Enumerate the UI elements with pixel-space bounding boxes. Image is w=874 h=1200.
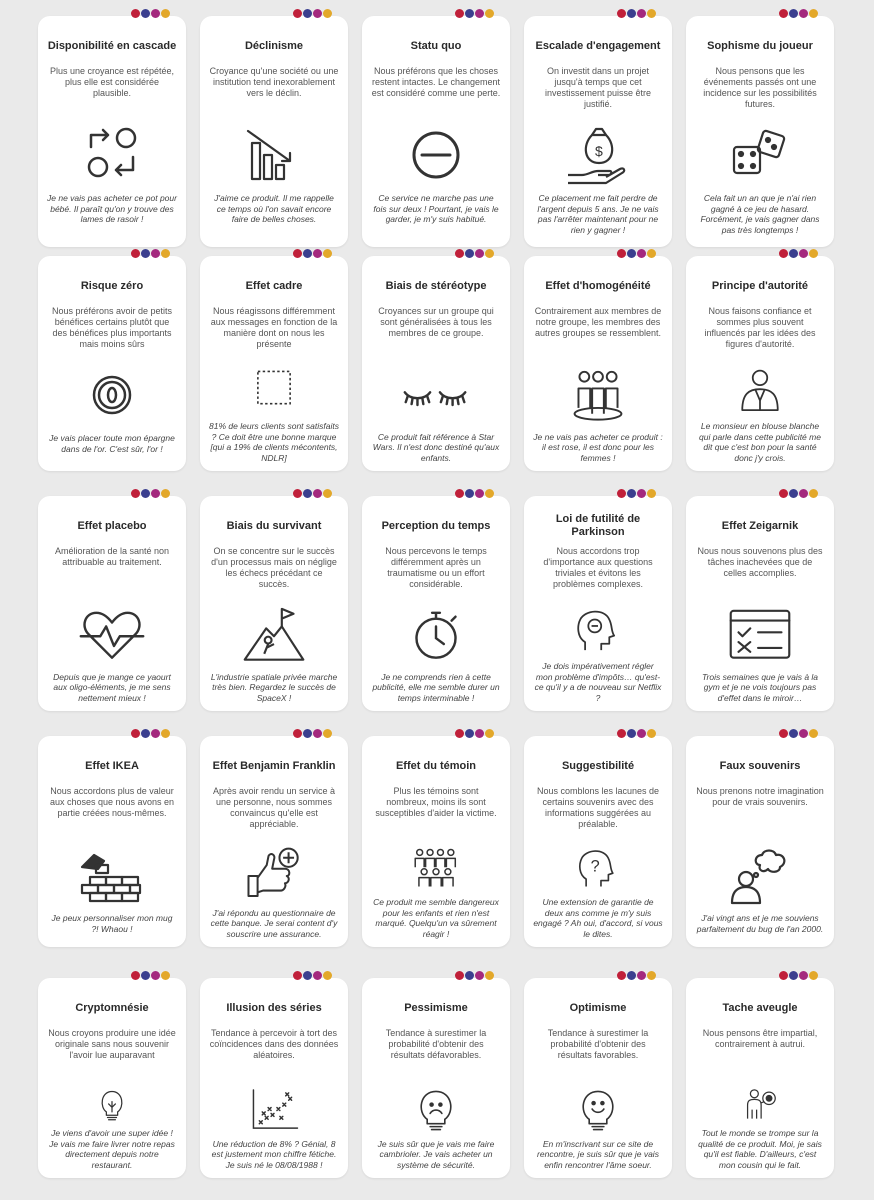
card-example: L'industrie spatiale privée marche très bien. Regardez le succès de SpaceX ! (210, 671, 338, 703)
card-description: Tendance à surestimer la probabilité d'obtenir des résultats défavorables. (385, 1028, 487, 1060)
blue-dot (303, 249, 312, 258)
mountain-flag-icon (238, 605, 310, 666)
red-dot (131, 971, 140, 980)
yellow-dot (485, 249, 494, 258)
color-dots (779, 9, 818, 18)
no-entry-icon (400, 125, 472, 187)
purple-dot (151, 249, 160, 258)
bias-card (362, 16, 510, 247)
card-title: Principe d'autorité (711, 279, 809, 292)
yellow-dot (323, 249, 332, 258)
red-dot (617, 489, 626, 498)
yellow-dot (323, 971, 332, 980)
blue-dot (303, 489, 312, 498)
heartbeat-icon (76, 605, 148, 666)
color-dots (455, 9, 494, 18)
red-dot (131, 729, 140, 738)
card-example: Ce service ne marche pas une fois sur deux ! Pourtant, je vais le garder, je m'y suis habitué. (373, 193, 499, 224)
red-dot (455, 9, 464, 18)
red-dot (293, 971, 302, 980)
cycle-arrows-icon (76, 125, 148, 187)
bias-card (362, 256, 510, 471)
bias-card (38, 736, 186, 947)
bias-card (200, 496, 348, 711)
card-title: Suggestibilité (561, 759, 635, 772)
bias-card (200, 16, 348, 247)
blue-dot (141, 9, 150, 18)
color-dots (131, 249, 170, 258)
closed-eyes-icon (400, 365, 472, 426)
declining-chart-icon (238, 125, 310, 187)
card-description: Nous percevons le temps différemment après un traumatisme ou un effort considérable. (385, 546, 487, 589)
bias-card (686, 496, 834, 711)
blue-dot (141, 249, 150, 258)
card-title: Effet Zeigarnik (721, 519, 799, 532)
stopwatch-icon (400, 605, 472, 666)
card-title: Effet d'homogénéité (545, 279, 651, 292)
color-dots (455, 729, 494, 738)
card-example: Ce placement me fait perdre de l'argent depuis 5 ans. Je ne vais pas l'arrêter maintenant pour ne rien y gagner ! (537, 193, 659, 235)
card-description: Amélioration de la santé non attribuable au traitement. (54, 546, 170, 567)
bias-card (362, 978, 510, 1178)
blue-dot (627, 729, 636, 738)
blue-dot (627, 9, 636, 18)
card-description: Nous accordons trop d'importance aux questions triviales et évitons les problèmes complexes. (543, 546, 653, 589)
purple-dot (475, 249, 484, 258)
red-dot (779, 729, 788, 738)
card-description: Croyance qu'une société ou une institution tend inexorablement vers le déclin. (209, 66, 339, 98)
card-description: Contrairement aux membres de notre groupe, les membres des autres groupes se ressemblent. (534, 306, 662, 338)
yellow-dot (809, 249, 818, 258)
money-bag-hand-icon (562, 125, 634, 187)
blue-dot (627, 249, 636, 258)
card-example: Je vais placer toute mon épargne dans de l'or. C'est sûr, l'or ! (49, 433, 175, 454)
color-dots (455, 489, 494, 498)
card-description: Nous faisons confiance et sommes plus souvent influencés par les idées des figures d'autorité. (704, 306, 816, 349)
color-dots (455, 249, 494, 258)
blue-dot (627, 971, 636, 980)
color-dots (779, 971, 818, 980)
blue-dot (465, 489, 474, 498)
bias-card (38, 496, 186, 711)
card-title: Disponibilité en cascade (47, 39, 177, 52)
card-example: J'ai vingt ans et je me souviens parfaitement du bug de l'an 2000. (696, 913, 824, 934)
thumbs-up-plus-icon (238, 845, 310, 902)
purple-dot (637, 489, 646, 498)
card-example: Tout le monde se trompe sur la qualité de ce produit. Moi, je sais qu'il est fiable. D'ailleurs, c'est mon cousin qui le fait. (698, 1128, 822, 1170)
card-description: Nous croyons produire une idée originale sans nous souvenir l'avoir lue auparavant (48, 1028, 176, 1060)
card-example: Trois semaines que je vais à la gym et je ne vois toujours pas d'effet dans le miroir… (701, 671, 819, 703)
blue-dot (465, 249, 474, 258)
color-dots (779, 249, 818, 258)
red-dot (455, 489, 464, 498)
card-title: Biais du survivant (226, 519, 322, 532)
red-dot (293, 489, 302, 498)
blue-dot (789, 9, 798, 18)
card-title: Statu quo (410, 39, 462, 52)
color-dots (779, 729, 818, 738)
card-example: Je ne vais pas acheter ce produit : il est rose, il est donc pour les femmes ! (533, 431, 663, 463)
bias-card (362, 496, 510, 711)
purple-dot (637, 249, 646, 258)
color-dots (293, 971, 332, 980)
card-title: Cryptomnésie (75, 1001, 149, 1014)
red-dot (617, 971, 626, 980)
card-title: Déclinisme (244, 39, 304, 52)
bias-card (686, 978, 834, 1178)
card-example: Je peux personnaliser mon mug ?! Whaou ! (51, 913, 173, 934)
card-example: Je suis sûr que je vais me faire cambrioler. Je vais acheter un système de sécurité. (377, 1138, 495, 1170)
card-description: Nous nous souvenons plus des tâches inachevées que de celles accomplies. (697, 546, 823, 578)
color-dots (131, 729, 170, 738)
purple-dot (799, 729, 808, 738)
bias-card (686, 16, 834, 247)
yellow-dot (647, 971, 656, 980)
red-dot (779, 489, 788, 498)
yellow-dot (809, 489, 818, 498)
card-title: Effet placebo (77, 519, 147, 532)
bias-card (686, 736, 834, 947)
lightbulb-icon (76, 1087, 148, 1122)
scatter-plot-icon (238, 1087, 310, 1133)
card-example: Je viens d'avoir une super idée ! Je vais me faire livrer notre repas directement depuis notre restaurant. (49, 1128, 175, 1170)
card-title: Sophisme du joueur (707, 39, 813, 52)
card-description: Croyances sur un groupe qui sont généralisées à tous les membres de ce groupe. (378, 306, 494, 338)
bias-card (524, 496, 672, 711)
head-question-icon (562, 845, 634, 891)
yellow-dot (485, 971, 494, 980)
card-example: Ce produit me semble dangereux pour les enfants et rien n'est marqué. Quelqu'un va sûrement réagir ! (373, 897, 499, 939)
purple-dot (151, 489, 160, 498)
card-title: Effet IKEA (85, 759, 139, 772)
purple-dot (313, 489, 322, 498)
card-example: Ce produit fait référence à Star Wars. Il n'est donc destiné qu'aux enfants. (372, 431, 500, 463)
yellow-dot (161, 249, 170, 258)
card-description: Plus les témoins sont nombreux, moins ils sont susceptibles d'aider la victime. (375, 786, 497, 818)
bias-card (200, 736, 348, 947)
purple-dot (475, 729, 484, 738)
blue-dot (303, 971, 312, 980)
card-description: Nous préférons que les choses restent intactes. Le changement est considéré comme une perte. (371, 66, 501, 98)
bias-card (200, 978, 348, 1178)
purple-dot (313, 249, 322, 258)
purple-dot (475, 9, 484, 18)
card-title: Risque zéro (80, 279, 144, 292)
red-dot (131, 249, 140, 258)
card-description: Nous prenons notre imagination pour de vrais souvenirs. (696, 786, 824, 807)
red-dot (455, 249, 464, 258)
bias-card (200, 256, 348, 471)
card-example: Une réduction de 8% ? Génial, 8 est justement mon chiffre fétiche. Je suis né le 08/08/1988 ! (211, 1138, 337, 1170)
red-dot (455, 729, 464, 738)
card-example: Je ne comprends rien à cette publicité, elle me semble durer un temps interminable ! (372, 671, 500, 703)
card-title: Effet Benjamin Franklin (212, 759, 336, 772)
yellow-dot (161, 729, 170, 738)
bias-card (686, 256, 834, 471)
card-example: Je dois impérativement régler mon problème d'impôts… qu'est-ce qu'il y a de nouveau sur Netflix ? (534, 661, 662, 703)
card-description: On investit dans un projet jusqu'à temps que cet investissement puisse être justifié. (544, 66, 652, 109)
color-dots (617, 729, 656, 738)
card-title: Perception du temps (381, 519, 491, 532)
yellow-dot (809, 9, 818, 18)
color-dots (131, 9, 170, 18)
bias-card (524, 978, 672, 1178)
card-description: On se concentre sur le succès d'un processus mais on néglige les échecs précédant ce succès. (211, 546, 337, 589)
yellow-dot (809, 729, 818, 738)
red-dot (779, 9, 788, 18)
card-example: Je ne vais pas acheter ce pot pour bébé. Il paraît qu'on y trouve des lames de rasoir ! (47, 193, 177, 224)
purple-dot (313, 9, 322, 18)
bias-card (38, 978, 186, 1178)
blue-dot (303, 9, 312, 18)
yellow-dot (485, 729, 494, 738)
yellow-dot (647, 729, 656, 738)
color-dots (617, 489, 656, 498)
person-blindspot-icon (724, 1087, 796, 1122)
card-title: Tache aveugle (722, 1001, 798, 1014)
blue-dot (141, 489, 150, 498)
purple-dot (799, 971, 808, 980)
purple-dot (637, 9, 646, 18)
color-dots (293, 729, 332, 738)
red-dot (779, 249, 788, 258)
color-dots (779, 489, 818, 498)
red-dot (293, 9, 302, 18)
blue-dot (627, 489, 636, 498)
yellow-dot (485, 489, 494, 498)
blue-dot (465, 9, 474, 18)
red-dot (617, 249, 626, 258)
card-title: Biais de stéréotype (385, 279, 487, 292)
red-dot (293, 249, 302, 258)
yellow-dot (809, 971, 818, 980)
sad-bulb-icon (400, 1087, 472, 1133)
bias-card (362, 736, 510, 947)
purple-dot (151, 971, 160, 980)
color-dots (455, 971, 494, 980)
card-example: J'ai répondu au questionnaire de cette banque. Je serai content d'y souscrire une assurance. (210, 907, 338, 939)
checklist-icon (724, 605, 796, 666)
color-dots (617, 9, 656, 18)
purple-dot (313, 729, 322, 738)
color-dots (617, 971, 656, 980)
color-dots (293, 9, 332, 18)
brick-wall-icon (76, 845, 148, 907)
purple-dot (475, 489, 484, 498)
card-description: Plus une croyance est répétée, plus elle est considérée plausible. (49, 66, 175, 98)
color-dots (293, 489, 332, 498)
yellow-dot (647, 9, 656, 18)
red-dot (617, 729, 626, 738)
card-title: Pessimisme (404, 1001, 468, 1014)
bias-card (524, 16, 672, 247)
card-example: J'aime ce produit. Il me rappelle ce temps où l'on savait encore faire de belles choses. (214, 193, 334, 224)
purple-dot (151, 9, 160, 18)
card-example: Cela fait un an que je n'ai rien gagné à ce jeu de hasard. Forcément, je vais gagner dans pas très longtemps ! (700, 193, 820, 235)
card-description: Tendance à surestimer la probabilité d'obtenir des résultats favorables. (547, 1028, 649, 1060)
card-example: Depuis que je mange ce yaourt aux oligo-éléments, je me sens nettement mieux ! (53, 671, 171, 703)
card-title: Escalade d'engagement (535, 39, 661, 52)
yellow-dot (485, 9, 494, 18)
bias-card (38, 16, 186, 247)
card-description: Nous réagissons différemment aux messages en fonction de la manière dont on nous les présente (210, 306, 338, 349)
dashed-frame-icon (238, 365, 310, 415)
bias-card (38, 256, 186, 471)
yellow-dot (161, 9, 170, 18)
blue-dot (789, 729, 798, 738)
card-title: Effet du témoin (395, 759, 477, 772)
color-dots (293, 249, 332, 258)
card-title: Faux souvenirs (719, 759, 801, 772)
red-dot (293, 729, 302, 738)
blue-dot (303, 729, 312, 738)
crowd-icon (400, 845, 472, 891)
card-description: Nous pensons que les événements passés ont une incidence sur les possibilités futures. (703, 66, 817, 109)
bias-card (524, 736, 672, 947)
yellow-dot (161, 971, 170, 980)
yellow-dot (161, 489, 170, 498)
thinking-person-icon (724, 845, 796, 907)
dice-icon (724, 125, 796, 187)
card-example: 81% de leurs clients sont satisfaits ? Ce doit être une bonne marque [qui a 19% de clients mécontents, NDLR] (209, 421, 339, 463)
purple-dot (151, 729, 160, 738)
group-people-icon (562, 365, 634, 426)
purple-dot (475, 971, 484, 980)
businessman-icon (724, 365, 796, 415)
card-description: Nous accordons plus de valeur aux choses que nous avons en partie créées nous-mêmes. (49, 786, 175, 818)
blue-dot (465, 729, 474, 738)
card-title: Loi de futilité de Parkinson (555, 513, 641, 538)
yellow-dot (323, 729, 332, 738)
card-title: Effet cadre (245, 279, 303, 292)
card-title: Optimisme (569, 1001, 627, 1014)
purple-dot (799, 9, 808, 18)
yellow-dot (647, 489, 656, 498)
head-mind-icon (562, 605, 634, 655)
card-example: En m'inscrivant sur ce site de rencontre, je suis sûr que je vais enfin rencontrer l'âme soeur. (537, 1138, 659, 1170)
card-description: Nous pensons être impartial, contrairement à autrui. (702, 1028, 818, 1049)
card-description: Tendance à percevoir à tort des coïncidences dans des données aléatoires. (209, 1028, 339, 1060)
purple-dot (637, 971, 646, 980)
purple-dot (799, 489, 808, 498)
red-dot (131, 489, 140, 498)
blue-dot (789, 489, 798, 498)
yellow-dot (323, 9, 332, 18)
yellow-dot (647, 249, 656, 258)
card-description: Après avoir rendu un service à une personne, nous sommes convaincus qu'elle est appréciable. (212, 786, 336, 829)
purple-dot (799, 249, 808, 258)
purple-dot (637, 729, 646, 738)
red-dot (455, 971, 464, 980)
card-description: Nous préférons avoir de petits bénéfices certains plutôt que des bénéfices plus importants mais moins sûrs (51, 306, 173, 349)
red-dot (617, 9, 626, 18)
card-example: Une extension de garantie de deux ans comme je m'y suis engagé ? Ah oui, d'accord, si vous le dites. (533, 897, 663, 939)
card-example: Le monsieur en blouse blanche qui parle dans cette publicité me dit que c'est bon pour la santé donc j'y crois. (699, 421, 821, 463)
card-title: Illusion des séries (226, 1001, 322, 1014)
zero-coin-icon (76, 365, 148, 427)
card-description: Nous comblons les lacunes de certains souvenirs avec des informations suggérées au préalable. (536, 786, 660, 829)
blue-dot (789, 971, 798, 980)
blue-dot (465, 971, 474, 980)
color-dots (131, 489, 170, 498)
blue-dot (789, 249, 798, 258)
color-dots (131, 971, 170, 980)
purple-dot (313, 971, 322, 980)
blue-dot (141, 971, 150, 980)
blue-dot (141, 729, 150, 738)
red-dot (779, 971, 788, 980)
happy-bulb-icon (562, 1087, 634, 1133)
bias-card (524, 256, 672, 471)
yellow-dot (323, 489, 332, 498)
color-dots (617, 249, 656, 258)
red-dot (131, 9, 140, 18)
